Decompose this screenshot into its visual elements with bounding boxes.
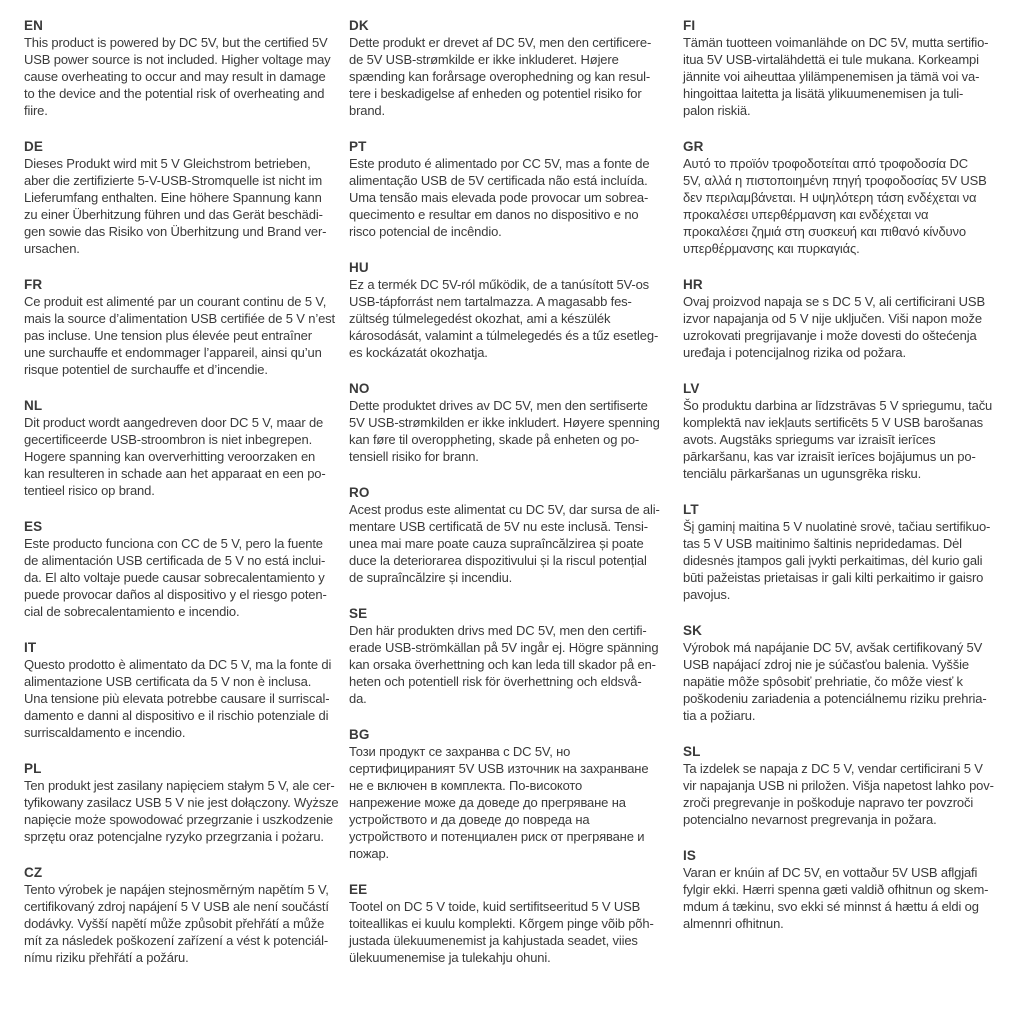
notice-text-line: de supraîncălzire și incendiu. bbox=[349, 570, 513, 585]
notice-text-line: Výrobok má napájanie DC 5V, avšak certifikovaný 5V bbox=[683, 640, 983, 655]
language-section-no bbox=[349, 380, 671, 465]
notice-text-line: poškodeniu zariadenia a potenciálnemu riziku prehria- bbox=[683, 691, 987, 706]
notice-text-line: mdum á tækinu, svo ekki sé minnst á hættu á eldi og bbox=[683, 899, 979, 914]
notice-text-line: fylgir ekki. Hærri spenna gæti valdið ofhitnun og skem- bbox=[683, 882, 989, 897]
notice-text-line: pārkaršanu, kas var izraisīt ierīces bojājumus un po- bbox=[683, 449, 976, 464]
notice-text-line: Αυτό το προϊόν τροφοδοτείται από τροφοδοσία DC bbox=[683, 156, 968, 171]
notice-text-line: nímu riziku přehřátí a požáru. bbox=[24, 950, 189, 965]
notice-text-line: Tento výrobek je napájen stejnosměrným napětím 5 V, bbox=[24, 882, 329, 897]
notice-text-line: 5V USB-strømkilden er ikke inkludert. Høyere spenning bbox=[349, 415, 660, 430]
notice-text-line: Questo prodotto è alimentato da DC 5 V, ma la fonte di bbox=[24, 657, 332, 672]
language-code-label: IT bbox=[24, 640, 37, 655]
notice-text-line: Dit product wordt aangedreven door DC 5 V, maar de bbox=[24, 415, 324, 430]
notice-text-line: Dieses Produkt wird mit 5 V Gleichstrom betrieben, bbox=[24, 156, 311, 171]
language-section-en bbox=[24, 17, 346, 119]
notice-text-line: пожар. bbox=[349, 846, 389, 861]
notice-text-line: Dette produkt er drevet af DC 5V, men den certificere- bbox=[349, 35, 652, 50]
notice-text-line: Ovaj proizvod napaja se s DC 5 V, ali certificirani USB bbox=[683, 294, 985, 309]
language-section-bg bbox=[349, 726, 671, 862]
language-code-label: LT bbox=[683, 502, 699, 517]
notice-text-line: Hogere spanning kan oververhitting veroorzaken en bbox=[24, 449, 316, 464]
language-section-it bbox=[24, 639, 346, 741]
notice-text-line: brand. bbox=[349, 103, 385, 118]
notice-text-line: itua 5V USB-virtalähdettä ei tule mukana. Korkeampi bbox=[683, 52, 979, 67]
language-code-label: NL bbox=[24, 398, 43, 413]
notice-text-line: uređaja i potencijalnog rizika od požara. bbox=[683, 345, 906, 360]
notice-text-line: duce la deteriorarea dispozitivului și la riscul potențial bbox=[349, 553, 647, 568]
notice-text-line: tyfikowany zasilacz USB 5 V nie jest dołączony. Wyższe bbox=[24, 795, 339, 810]
notice-text-line: puede provocar daños al dispositivo y el riesgo poten- bbox=[24, 587, 327, 602]
language-code-label: IS bbox=[683, 848, 696, 863]
notice-text-line: unea mai mare poate cauza supraîncălzirea și poate bbox=[349, 536, 644, 551]
notice-text-line: de alimentación USB certificada de 5 V no está inclui- bbox=[24, 553, 326, 568]
language-section-cz bbox=[24, 864, 346, 966]
notice-column-2 bbox=[349, 17, 671, 985]
notice-text-line: spænding kan forårsage overophedning og kan resul- bbox=[349, 69, 651, 84]
notice-text-line: károsodását, valamint a túlmelegedés és a tűz esetleg- bbox=[349, 328, 659, 343]
notice-text-line: ülekuumenemise ja tulekahju ohuni. bbox=[349, 950, 551, 965]
notice-text-line: 5V, αλλά η πιστοποιημένη πηγή τροφοδοσίας 5V USB bbox=[683, 173, 987, 188]
language-code-label: RO bbox=[349, 485, 370, 500]
notice-text-line: Uma tensão mais elevada pode provocar um sobrea- bbox=[349, 190, 649, 205]
language-section-fr bbox=[24, 276, 346, 378]
language-section-nl bbox=[24, 397, 346, 499]
language-section-pl bbox=[24, 760, 346, 845]
notice-text-line: komplektā nav iekļauts sertificēts 5 V USB barošanas bbox=[683, 415, 984, 430]
notice-text-line: tenciālu pārkaršanas un ugunsgrēka risku. bbox=[683, 466, 922, 481]
notice-text-line: kan resulteren in schade aan het apparaat en een po- bbox=[24, 466, 326, 481]
language-section-ro bbox=[349, 484, 671, 586]
notice-text-line: устройството и потенциален риск от прегряване и bbox=[349, 829, 645, 844]
notice-text-line: Este produto é alimentado por CC 5V, mas a fonte de bbox=[349, 156, 650, 171]
notice-text-line: risque potentiel de surchauffe et d’incendie. bbox=[24, 362, 268, 377]
notice-text-line: Varan er knúin af DC 5V, en vottaður 5V USB aflgjafi bbox=[683, 865, 978, 880]
notice-text-line: This product is powered by DC 5V, but the certified 5V bbox=[24, 35, 328, 50]
notice-text-line: Den här produkten drivs med DC 5V, men den certifi- bbox=[349, 623, 647, 638]
notice-text-line: damento e danni al dispositivo e il rischio potenziale di bbox=[24, 708, 329, 723]
notice-text-line: jännite voi aiheuttaa ylilämpenemisen ja tämä voi va- bbox=[683, 69, 980, 84]
notice-text-line: avots. Augstāks spriegums var izraisīt ierīces bbox=[683, 432, 936, 447]
language-code-label: DE bbox=[24, 139, 43, 154]
language-code-label: LV bbox=[683, 381, 700, 396]
notice-text-line: es kockázatát okozhatja. bbox=[349, 345, 488, 360]
notice-text-line: almennri ofhitnun. bbox=[683, 916, 784, 931]
notice-text-line: Šį gaminį maitina 5 V nuolatinė srovė, tačiau sertifikuo- bbox=[683, 519, 991, 534]
language-section-gr bbox=[683, 138, 1017, 257]
notice-text-line: tensiell risiko for brann. bbox=[349, 449, 479, 464]
notice-text-line: to the device and the potential risk of overheating and bbox=[24, 86, 325, 101]
notice-column-3 bbox=[683, 17, 1017, 951]
notice-text-line: mít za následek poškození zařízení a vést k potenciál- bbox=[24, 933, 329, 948]
language-code-label: CZ bbox=[24, 865, 43, 880]
notice-text-line: būti pažeistas prietaisas ir gali kilti perkaitimo ir gaisro bbox=[683, 570, 984, 585]
notice-text-line: устройството и да доведе до повреда на bbox=[349, 812, 590, 827]
language-code-label: SL bbox=[683, 744, 701, 759]
notice-text-line: risco potencial de incêndio. bbox=[349, 224, 502, 239]
notice-text-line: zültség túlmelegedést okozhat, ami a készülék bbox=[349, 311, 611, 326]
notice-text-line: zu einer Überhitzung führen und das Gerät beschädi- bbox=[24, 207, 323, 222]
notice-text-line: сертифицираният 5V USB източник на захранване bbox=[349, 761, 649, 776]
notice-text-line: USB power source is not included. Higher voltage may bbox=[24, 52, 331, 67]
notice-text-line: de 5V USB-strømkilde er ikke inkluderet. Højere bbox=[349, 52, 619, 67]
notice-text-line: une surchauffe et endommager l’appareil, ainsi qu’un bbox=[24, 345, 322, 360]
notice-text-line: alimentação USB de 5V certificada não está incluída. bbox=[349, 173, 648, 188]
notice-text-line: hingoittaa laitetta ja lisätä ylikuumenemisen ja tuli- bbox=[683, 86, 964, 101]
notice-text-line: USB napájací zdroj nie je súčasťou balenia. Vyššie bbox=[683, 657, 969, 672]
notice-text-line: Tämän tuotteen voimanlähde on DC 5V, mutta sertifio- bbox=[683, 35, 989, 50]
language-code-label: BG bbox=[349, 727, 370, 742]
notice-text-line: tere i beskadigelse af enheden og potentiel risiko for bbox=[349, 86, 642, 101]
notice-text-line: heten och potentiell risk för överhettning och eldsvå- bbox=[349, 674, 642, 689]
notice-text-line: vir napajanja USB ni priložen. Višja napetost lahko pov- bbox=[683, 778, 994, 793]
language-code-label: SE bbox=[349, 606, 368, 621]
language-code-label: EE bbox=[349, 882, 368, 897]
notice-text-line: kan føre til overoppheting, skade på enheten og po- bbox=[349, 432, 640, 447]
language-section-fi bbox=[683, 17, 1017, 119]
notice-text-line: Lieferumfang enthalten. Eine höhere Spannung kann bbox=[24, 190, 322, 205]
notice-text-line: Šo produktu darbina ar līdzstrāvas 5 V spriegumu, taču bbox=[683, 398, 993, 413]
notice-text-line: προκαλέσει υπερθέρμανση και ενδέχεται να bbox=[683, 207, 929, 222]
notice-text-line: fiire. bbox=[24, 103, 48, 118]
notice-text-line: Ez a termék DC 5V-ról működik, de a tanúsított 5V-os bbox=[349, 277, 650, 292]
notice-text-line: Acest produs este alimentat cu DC 5V, dar sursa de ali- bbox=[349, 502, 660, 517]
notice-text-line: не е включен в комплекта. По-високото bbox=[349, 778, 583, 793]
notice-text-line: aber die zertifizierte 5-V-USB-Stromquelle ist nicht im bbox=[24, 173, 323, 188]
notice-text-line: uzrokovati pregrijavanje i može dovesti do oštećenja bbox=[683, 328, 977, 343]
notice-text-line: da. El alto voltaje puede causar sobrecalentamiento y bbox=[24, 570, 325, 585]
language-code-label: PL bbox=[24, 761, 42, 776]
notice-text-line: Dette produktet drives av DC 5V, men den sertifiserte bbox=[349, 398, 648, 413]
language-code-label: ES bbox=[24, 519, 43, 534]
language-code-label: SK bbox=[683, 623, 702, 638]
notice-text-line: δεν περιλαμβάνεται. Η υψηλότερη τάση ενδέχεται να bbox=[683, 190, 977, 205]
notice-text-line: quecimento e resultar em danos no dispositivo e no bbox=[349, 207, 639, 222]
notice-text-line: προκαλέσει ζημιά στη συσκευή και πιθανό κίνδυνο bbox=[683, 224, 966, 239]
notice-text-line: sprzętu oraz potencjalne ryzyko przegrzania i pożaru. bbox=[24, 829, 324, 844]
notice-text-line: Ta izdelek se napaja z DC 5 V, vendar certificirani 5 V bbox=[683, 761, 983, 776]
language-section-de bbox=[24, 138, 346, 257]
notice-text-line: alimentazione USB certificata da 5 V non è inclusa. bbox=[24, 674, 312, 689]
notice-text-line: USB-tápforrást nem tartalmazza. A magasabb fes- bbox=[349, 294, 632, 309]
language-section-se bbox=[349, 605, 671, 707]
language-code-label: HR bbox=[683, 277, 703, 292]
language-code-label: NO bbox=[349, 381, 370, 396]
notice-text-line: justada ülekuumenemist ja kahjustada seadet, viies bbox=[349, 933, 638, 948]
notice-text-line: palon riskiä. bbox=[683, 103, 751, 118]
notice-text-line: Ce produit est alimenté par un courant continu de 5 V, bbox=[24, 294, 327, 309]
notice-text-line: υπερθέρμανσης και πυρκαγιάς. bbox=[683, 241, 860, 256]
notice-text-line: mais la source d’alimentation USB certifiée de 5 V n’est bbox=[24, 311, 335, 326]
notice-text-line: tentieel risico op brand. bbox=[24, 483, 155, 498]
notice-text-line: Ten produkt jest zasilany napięciem stałym 5 V, ale cer- bbox=[24, 778, 335, 793]
notice-text-line: напрежение може да доведе до прегряване на bbox=[349, 795, 626, 810]
language-section-is bbox=[683, 847, 1017, 932]
notice-text-line: ursachen. bbox=[24, 241, 80, 256]
notice-text-line: didesnės įtampos gali įvykti perkaitimas, dėl kurio gali bbox=[683, 553, 983, 568]
notice-text-line: mentare USB certificată de 5V nu este inclusă. Tensi- bbox=[349, 519, 648, 534]
notice-text-line: certifikovaný zdroj napájení 5 V USB ale není součástí bbox=[24, 899, 329, 914]
notice-text-line: cause overheating to occur and may result in damage bbox=[24, 69, 326, 84]
language-section-hu bbox=[349, 259, 671, 361]
notice-text-line: Una tensione più elevata potrebbe causare il surriscal- bbox=[24, 691, 330, 706]
notice-text-line: napätie môže spôsobiť prehriatie, čo môže viesť k bbox=[683, 674, 963, 689]
language-section-es bbox=[24, 518, 346, 620]
language-section-lv bbox=[683, 380, 1017, 482]
language-section-lt bbox=[683, 501, 1017, 603]
notice-text-line: gen sowie das Risiko von Überhitzung und Brand ver- bbox=[24, 224, 327, 239]
language-section-sk bbox=[683, 622, 1017, 724]
language-code-label: EN bbox=[24, 18, 43, 33]
notice-text-line: toiteallikas ei kuulu komplekti. Kõrgem pinge võib põh- bbox=[349, 916, 654, 931]
notice-text-line: surriscaldamento e incendio. bbox=[24, 725, 186, 740]
language-section-pt bbox=[349, 138, 671, 240]
notice-text-line: cial de sobrecalentamiento e incendio. bbox=[24, 604, 240, 619]
notice-text-line: Tootel on DC 5 V toide, kuid sertifitseeritud 5 V USB bbox=[349, 899, 641, 914]
language-code-label: PT bbox=[349, 139, 367, 154]
language-code-label: HU bbox=[349, 260, 369, 275]
language-section-sl bbox=[683, 743, 1017, 828]
notice-text-line: Този продукт се захранва с DC 5V, но bbox=[349, 744, 571, 759]
language-code-label: FI bbox=[683, 18, 696, 33]
notice-text-line: tia a požiaru. bbox=[683, 708, 756, 723]
notice-text-line: pas incluse. Une tension plus élevée peut entraîner bbox=[24, 328, 312, 343]
language-section-dk bbox=[349, 17, 671, 119]
notice-text-line: zroči pregrevanje in poškoduje napravo ter povzroči bbox=[683, 795, 974, 810]
notice-text-line: da. bbox=[349, 691, 367, 706]
notice-column-1 bbox=[24, 17, 346, 985]
language-code-label: DK bbox=[349, 18, 369, 33]
notice-text-line: kan orsaka överhettning och kan leda till skador på en- bbox=[349, 657, 656, 672]
notice-text-line: tas 5 V USB maitinimo šaltinis nepridedamas. Dėl bbox=[683, 536, 962, 551]
language-code-label: FR bbox=[24, 277, 43, 292]
notice-text-line: pavojus. bbox=[683, 587, 731, 602]
language-code-label: GR bbox=[683, 139, 704, 154]
notice-text-line: gecertificeerde USB-stroombron is niet inbegrepen. bbox=[24, 432, 313, 447]
notice-text-line: potencialno nevarnost pregrevanja in požara. bbox=[683, 812, 937, 827]
notice-text-line: napięcie może spowodować przegrzanie i uszkodzenie bbox=[24, 812, 334, 827]
notice-text-line: dodávky. Vyšší napětí může způsobit přehřátí a může bbox=[24, 916, 325, 931]
language-section-ee bbox=[349, 881, 671, 966]
language-section-hr bbox=[683, 276, 1017, 361]
notice-text-line: Este producto funciona con CC de 5 V, pero la fuente bbox=[24, 536, 323, 551]
notice-text-line: erade USB-strömkällan på 5V ingår ej. Högre spänning bbox=[349, 640, 659, 655]
notice-text-line: izvor napajanja od 5 V nije uključen. Viši napon može bbox=[683, 311, 982, 326]
